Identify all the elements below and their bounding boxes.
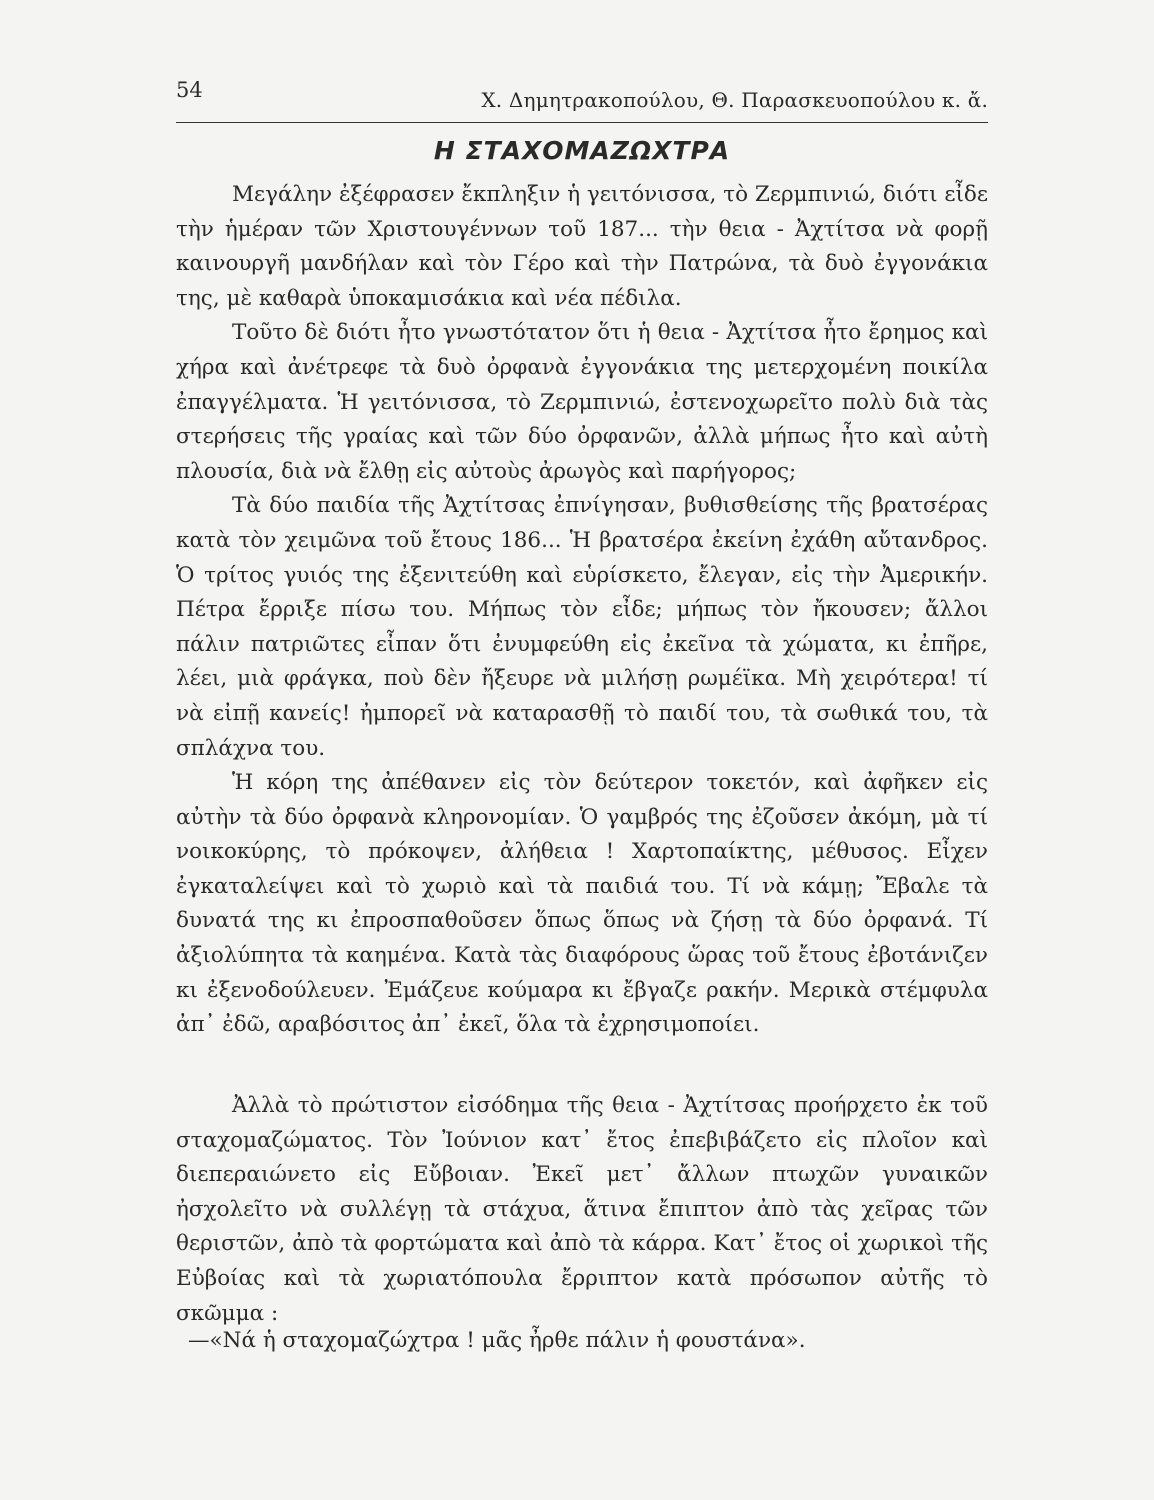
paragraph: Τὰ δύο παιδία τῆς Ἀχτίτσας ἐπνίγησαν, βυθισθείσης τῆς βρατσέρας κατὰ τὸν χειμῶνα τοῦ ἔτους 186... Ἡ βρατσέρα ἐκείνη ἐχάθη αὔτανδρος. Ὁ τρίτος γυιός της ἐξενιτεύθη καὶ εὑρίσκετο, ἔλεγαν, εἰς τὴν Ἀμερικήν. Πέτρα ἔρριξε πίσω του. Μήπως τὸν εἶδε; μήπως τὸν ἤκουσεν; ἄλλοι πάλιν πατριῶτες εἶπαν ὅτι ἐνυμφεύθη εἰς ἐκεῖνα τὰ χώματα, κι ἐπῆρε, λέει, μιὰ φράγκα, ποὺ δὲν ἤξευρε νὰ μιλήσῃ ρωμέϊκα. Μὴ χειρότερα! τί νὰ εἰπῇ κανείς! ἠμπορεῖ νὰ καταρασθῇ τὸ παιδί του, τὰ σωθικά του, τὰ σπλάχνα του. — [176, 493, 988, 761]
running-head: Χ. Δημητρακοπούλου, Θ. Παρασκευοπούλου κ. ἄ. — [481, 88, 988, 112]
body-text-part1 — [176, 178, 988, 1043]
body-text-part2 — [176, 1089, 988, 1331]
paragraph: Τοῦτο δὲ διότι ἦτο γνωστότατον ὅτι ἡ θεια - Ἀχτίτσα ἦτο ἔρημος καὶ χήρα καὶ ἀνέτρεφε τὰ δυὸ ὀρφανὰ ἐγγονάκια της μετερχομένη ποικίλα ἐπαγγέλματα. Ἡ γειτόνισσα, τὸ Ζερμπινιώ, ἐστενοχωρεῖτο πολὺ διὰ τὰς στερήσεις τῆς γραίας καὶ τῶν δύο ὀρφανῶν, ἀλλὰ μήπως ἦτο καὶ αὐτὴ πλουσία, διὰ νὰ ἔλθῃ εἰς αὐτοὺς ἀρωγὸς καὶ παρήγορος; — [176, 320, 988, 484]
page-header — [176, 78, 988, 123]
paragraph: Μεγάλην ἐξέφρασεν ἔκπληξιν ἡ γειτόνισσα, τὸ Ζερμπινιώ, διότι εἶδε τὴν ἡμέραν τῶν Χριστουγέννων τοῦ 187... τὴν θεια - Ἀχτίτσα νὰ φορῇ καινουργῆ μανδήλαν καὶ τὸν Γέρο καὶ τὴν Πατρώνα, τὰ δυὸ ἐγγονάκια της, μὲ καθαρὰ ὑποκαμισάκια καὶ νέα πέδιλα. — [176, 182, 988, 311]
story-title: Η ΣΤΑΧΟΜΑΖΩΧΤΡΑ — [433, 136, 731, 165]
page-number: 54 — [176, 78, 203, 102]
paragraph: Ἡ κόρη της ἀπέθανεν εἰς τὸν δεύτερον τοκετόν, καὶ ἀφῆκεν εἰς αὐτὴν τὰ δύο ὀρφανὰ κληρονομίαν. Ὁ γαμβρός της ἐζοῦσεν ἀκόμη, μὰ τί νοικοκύρης, τὸ πρόκοψεν, ἀλήθεια ! Χαρτοπαίκτης, μέθυσος. Εἶχεν ἐγκαταλείψει καὶ τὸ χωριὸ καὶ τὰ παιδιά του. Τί νὰ κάμῃ; Ἔβαλε τὰ δυνατά της κι ἐπροσπαθοῦσεν ὅπως ὅπως νὰ ζήσῃ τὰ δύο ὀρφανά. Τί ἀξιολύπητα τὰ καημένα. Κατὰ τὰς διαφόρους ὥρας τοῦ ἔτους ἐβοτάνιζεν κι ἐξενοδούλευεν. Ἐμάζευε κούμαρα κι ἔβγαζε ρακήν. Μερικὰ στέμφυλα ἀπ᾽ ἐδῶ, αραβόσιτος ἀπ᾽ ἐκεῖ, ὅλα τὰ ἐχρησιμοποίει. — [176, 770, 988, 1038]
dialogue-line: —«Νά ἡ σταχομαζώχτρα ! μᾶς ἦρθε πάλιν ἡ φουστάνα». — [188, 1328, 806, 1353]
paragraph: Ἀλλὰ τὸ πρώτιστον εἰσόδημα τῆς θεια - Ἀχτίτσας προήρχετο ἐκ τοῦ σταχομαζώματος. Τὸν Ἰούνιον κατ᾽ ἔτος ἐπεβιβάζετο εἰς πλοῖον καὶ διεπεραιώνετο εἰς Εὔβοιαν. Ἐκεῖ μετ᾽ ἄλλων πτωχῶν γυναικῶν ἠσχολεῖτο νὰ συλλέγῃ τὰ στάχυα, ἅτινα ἔπιπτον ἀπὸ τὰς χεῖρας τῶν θεριστῶν, ἀπὸ τὰ φορτώματα καὶ ἀπὸ τὰ κάρρα. Κατ᾽ ἔτος οἱ χωρικοὶ τῆς Εὐβοίας καὶ τὰ χωριατόπουλα ἔρριπτον κατὰ πρόσωπον αὐτῆς τὸ σκῶμμα : — [176, 1093, 988, 1326]
